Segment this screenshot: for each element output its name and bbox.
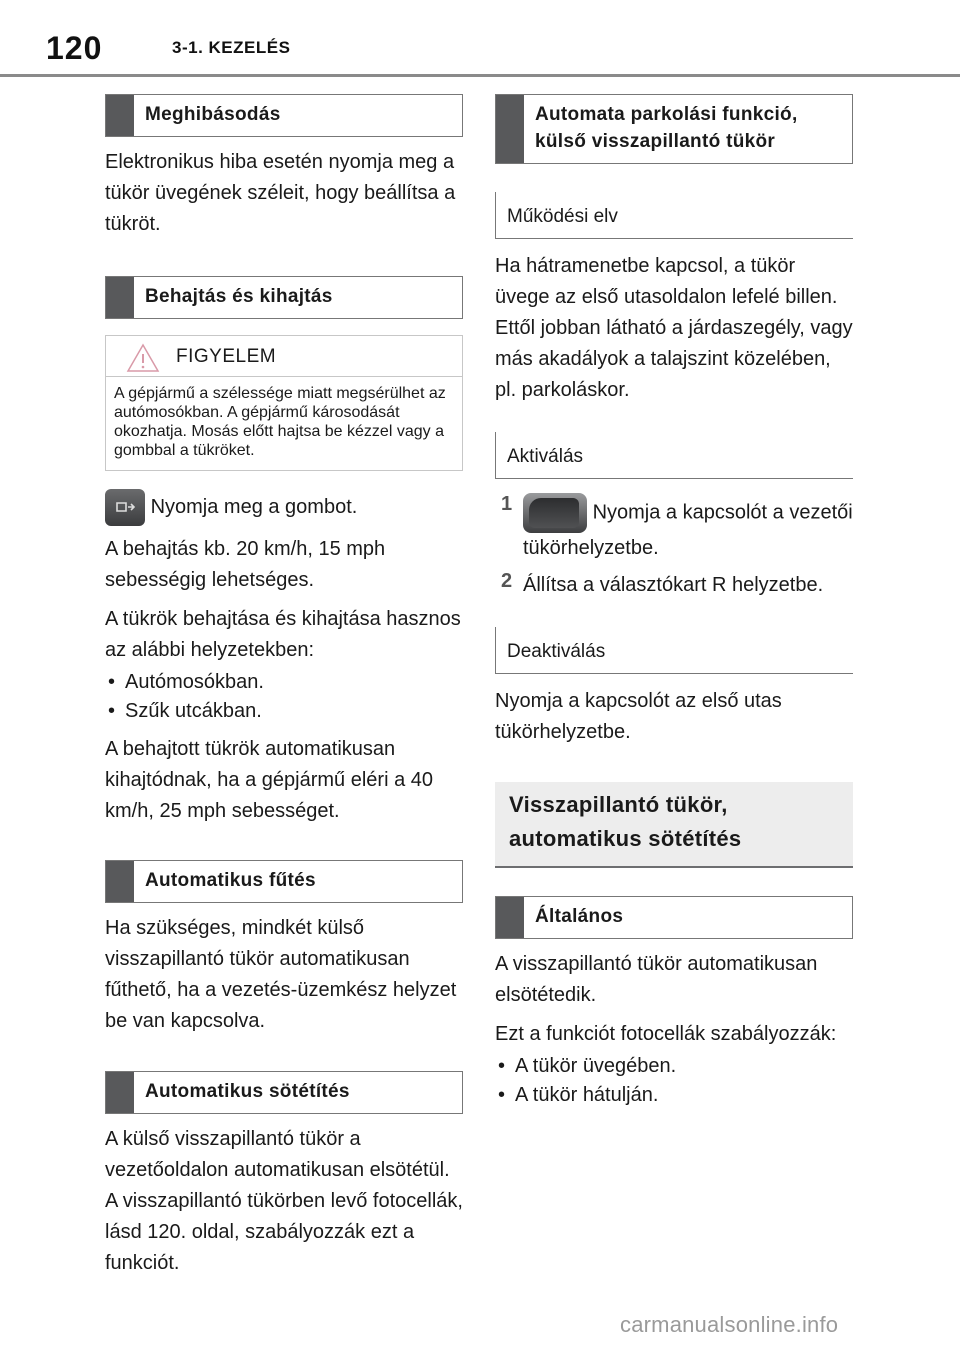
section-heading-auto-sotetites: Visszapillantó tükör, automatikus sötétítés — [495, 782, 853, 868]
step-text: Nyomja a kapcsolót a vezetői tükörhelyzetbe. — [523, 493, 853, 564]
paragraph-useful: A tükrök behajtása és kihajtása hasznos az alábbi helyzetekben: — [105, 608, 461, 661]
heading-sotetites — [105, 1071, 463, 1114]
paragraph-meghibasodas: Elektronikus hiba esetén nyomja meg a tükör üvegének széleit, hogy beállítsa a tükröt. — [105, 151, 456, 235]
heading-text: Automata parkolási funkció, külső visszapillantó tükör — [535, 104, 798, 152]
paragraph-deaktivalas: Nyomja a kapcsolót az első utas tükörhelyzetbe. — [495, 690, 782, 743]
page-header — [0, 0, 960, 80]
button-instruction — [105, 489, 463, 526]
heading-bar — [106, 861, 134, 902]
list-item: • Autómosókban. — [105, 668, 463, 697]
header-rule — [0, 74, 960, 77]
bullet-list-photocells — [495, 1052, 853, 1110]
paragraph-auto-darken: A visszapillantó tükör automatikusan elsötétedik. — [495, 953, 818, 1006]
heading-bar — [496, 95, 524, 163]
mirror-fold-button-icon — [105, 489, 145, 526]
subheading-deaktivalas: Deaktiválás — [495, 627, 853, 674]
paragraph-futes: Ha szükséges, mindkét külső visszapillantó tükör automatikusan fűthető, ha a vezetés-üzemkész helyzet be van kapcsolva. — [105, 917, 457, 1032]
heading-behajtas — [105, 276, 463, 319]
heading-parkolas — [495, 94, 853, 164]
heading-text: Automatikus sötétítés — [145, 1081, 350, 1102]
warning-title: FIGYELEM — [176, 346, 277, 367]
paragraph-mukodes: Ha hátramenetbe kapcsol, a tükör üvege az első utasoldalon lefelé billen. Ettől jobban látható a járdaszegély, vagy más akadályok a talajszint közelében, pl. parkoláskor. — [495, 255, 853, 401]
warning-triangle-icon — [126, 343, 160, 373]
step-number: 1 — [501, 493, 513, 515]
step-1 — [495, 493, 853, 564]
page-number: 120 — [46, 30, 103, 66]
watermark: carmanualsonline.info — [620, 1312, 839, 1337]
warning-box — [105, 335, 463, 471]
heading-bar — [106, 1072, 134, 1113]
list-item: • A tükör hátulján. — [495, 1081, 853, 1110]
chapter-title: 3-1. KEZELÉS — [172, 38, 291, 57]
left-column — [105, 94, 463, 1279]
button-instruction-text: Nyomja meg a gombot. — [150, 495, 358, 518]
step-2 — [495, 570, 853, 601]
heading-bar — [106, 95, 134, 136]
right-column — [495, 94, 853, 1110]
paragraph-sotetites: A külső visszapillantó tükör a vezetőoldalon automatikusan elsötétül. A visszapillantó tükörben levő fotocellák, lásd 120. oldal, szabályozzák ezt a funkciót. — [105, 1128, 463, 1274]
paragraph-auto-unfold: A behajtott tükrök automatikusan kihajtódnak, ha a gépjármű eléri a 40 km/h, 25 mph sebességet. — [105, 738, 433, 822]
subheading-aktivalas: Aktiválás — [495, 432, 853, 479]
subheading-mukodes: Működési elv — [495, 192, 853, 239]
warning-text: A gépjármű a szélessége miatt megsérülhet az autómosókban. A gépjármű károsodását okozhatja. Mosás előtt hajtsa be kézzel vagy a gombbal a tükröket. — [114, 385, 446, 459]
heading-altalanos — [495, 896, 853, 939]
heading-meghibasodas — [105, 94, 463, 137]
bullet-list-situations — [105, 668, 463, 726]
mirror-switch-icon — [523, 493, 587, 533]
heading-text: Általános — [535, 906, 624, 927]
list-item: • Szűk utcákban. — [105, 697, 463, 726]
warning-header — [106, 336, 462, 377]
heading-bar — [496, 897, 524, 938]
heading-bar — [106, 277, 134, 318]
list-item: • A tükör üvegében. — [495, 1052, 853, 1081]
paragraph-speed: A behajtás kb. 20 km/h, 15 mph sebességig lehetséges. — [105, 538, 386, 591]
step-number: 2 — [501, 570, 513, 592]
heading-text: Behajtás és kihajtás — [145, 286, 333, 307]
step-text: Állítsa a választókart R helyzetbe. — [523, 574, 824, 596]
heading-futes — [105, 860, 463, 903]
paragraph-photocells: Ezt a funkciót fotocellák szabályozzák: — [495, 1023, 837, 1045]
heading-text: Automatikus fűtés — [145, 870, 316, 891]
heading-text: Meghibásodás — [145, 104, 281, 125]
